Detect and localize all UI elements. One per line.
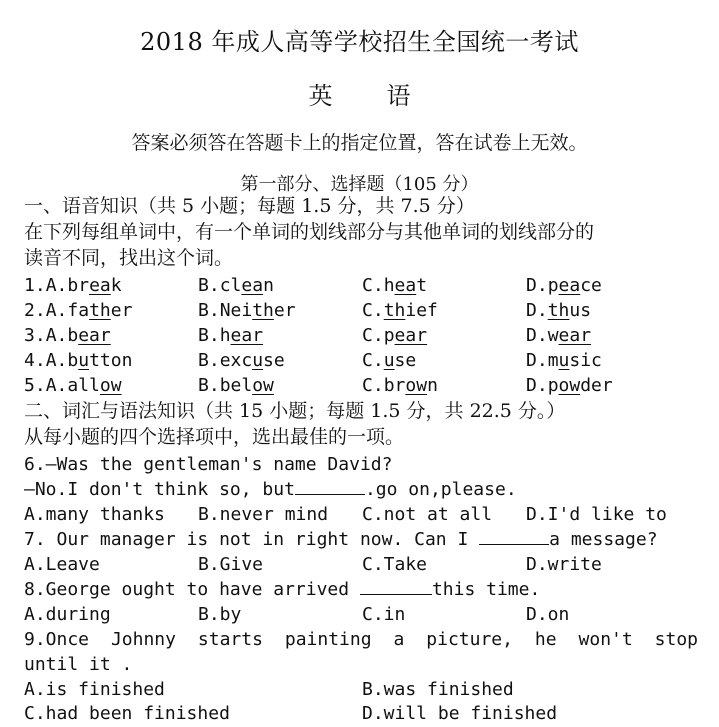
option-a: A.many thanks <box>24 504 165 525</box>
underlined-letters: th <box>89 300 111 321</box>
question-8-options <box>24 602 714 627</box>
question-9-options <box>24 701 714 726</box>
answer-notice: 答案必须答在答题卡上的指定位置，答在试卷上无效。 <box>131 132 588 154</box>
option-b: B.hear <box>198 325 264 346</box>
question-1-options <box>24 273 714 298</box>
option-d: D.on <box>526 604 570 625</box>
question-9-stem: 9.Once Johnny starts painting a picture, he won't stop <box>24 629 698 650</box>
underlined-letters: u <box>78 350 90 371</box>
option-c: C.had been finished <box>24 703 230 724</box>
underlined-letters: u <box>252 350 264 371</box>
option-c: C.brown <box>362 375 438 396</box>
option-b: B.was finished <box>362 679 514 700</box>
option-d: D.wear <box>526 325 592 346</box>
option-d: D.powder <box>526 375 613 396</box>
option-b: B.by <box>198 604 242 625</box>
option-a: A.during <box>24 604 111 625</box>
option-a: 1.A.break <box>24 275 122 296</box>
question-7-stem: 7. Our manager is not in right now. Can I a message? <box>24 529 658 550</box>
question-6-response: —No.I don't think so, but .go on,please. <box>24 479 517 500</box>
underlined-letters: ea <box>241 275 264 296</box>
part-title: 第一部分、选择题（105 分） <box>240 174 479 195</box>
underlined-letters: th <box>252 300 274 321</box>
option-a: 3.A.bear <box>24 325 111 346</box>
underlined-letters: ow <box>99 375 122 396</box>
option-c: C.pear <box>362 325 428 346</box>
option-a: A.Leave <box>24 554 100 575</box>
answer-blank <box>479 527 549 545</box>
underlined-letters: ow <box>252 375 274 396</box>
underlined-letters: ear <box>230 325 264 346</box>
answer-blank <box>295 477 365 495</box>
option-d: D.I'd like to <box>526 504 667 525</box>
question-9-options <box>24 677 714 702</box>
subject-char: 英 <box>308 82 333 110</box>
option-d: D.will be finished <box>362 703 558 724</box>
section1-heading: 一、语音知识（共 5 小题；每题 1.5 分，共 7.5 分） <box>24 195 475 217</box>
option-b: B.Give <box>198 554 264 575</box>
underlined-letters: th <box>383 300 406 321</box>
underlined-letters: ear <box>394 325 428 346</box>
option-a: 2.A.father <box>24 300 133 321</box>
underlined-letters: th <box>547 300 570 321</box>
option-b: B.clean <box>198 275 274 296</box>
option-c: C.Take <box>362 554 428 575</box>
exam-title: 2018 年成人高等学校招生全国统一考试 <box>140 28 579 56</box>
option-b: B.excuse <box>198 350 285 371</box>
option-a: A.is finished <box>24 679 165 700</box>
question-6-stem: 6.—Was the gentleman's name David? <box>24 454 393 475</box>
option-c: C.in <box>362 604 406 625</box>
section2-heading: 二、词汇与语法知识（共 15 小题；每题 1.5 分，共 22.5 分。） <box>24 400 566 422</box>
underlined-letters: ea <box>558 275 581 296</box>
question-5-options <box>24 373 714 398</box>
option-d: D.write <box>526 554 602 575</box>
underlined-letters: ear <box>558 325 592 346</box>
underlined-letters: ow <box>405 375 428 396</box>
underlined-letters: ea <box>89 275 111 296</box>
option-c: C.use <box>362 350 417 371</box>
option-d: D.music <box>526 350 602 371</box>
option-a: 5.A.allow <box>24 375 122 396</box>
underlined-letters: u <box>558 350 570 371</box>
question-9-stem-cont: until it . <box>24 654 133 675</box>
option-c: C.heat <box>362 275 428 296</box>
question-2-options <box>24 298 714 323</box>
question-8-stem: 8.George ought to have arrived this time. <box>24 579 541 600</box>
option-d: D.peace <box>526 275 602 296</box>
section2-instruction: 从每小题的四个选择项中，选出最佳的一项。 <box>24 426 405 448</box>
option-b: B.Neither <box>198 300 296 321</box>
option-d: D.thus <box>526 300 592 321</box>
option-c: C.not at all <box>362 504 493 525</box>
underlined-letters: ow <box>558 375 581 396</box>
question-4-options <box>24 348 714 373</box>
question-7-options <box>24 552 714 577</box>
subject-title <box>0 76 719 111</box>
underlined-letters: ear <box>78 325 111 346</box>
underlined-letters: u <box>383 350 395 371</box>
answer-blank <box>360 577 432 595</box>
section1-instruction: 读音不同，找出这个词。 <box>24 247 234 269</box>
subject-char: 语 <box>386 82 411 110</box>
underlined-letters: ea <box>394 275 417 296</box>
question-6-options <box>24 502 714 527</box>
section1-instruction: 在下列每组单词中，有一个单词的划线部分与其他单词的划线部分的 <box>24 221 595 243</box>
option-a: 4.A.button <box>24 350 133 371</box>
option-b: B.never mind <box>198 504 329 525</box>
question-3-options <box>24 323 714 348</box>
option-b: B.below <box>198 375 274 396</box>
option-c: C.thief <box>362 300 438 321</box>
